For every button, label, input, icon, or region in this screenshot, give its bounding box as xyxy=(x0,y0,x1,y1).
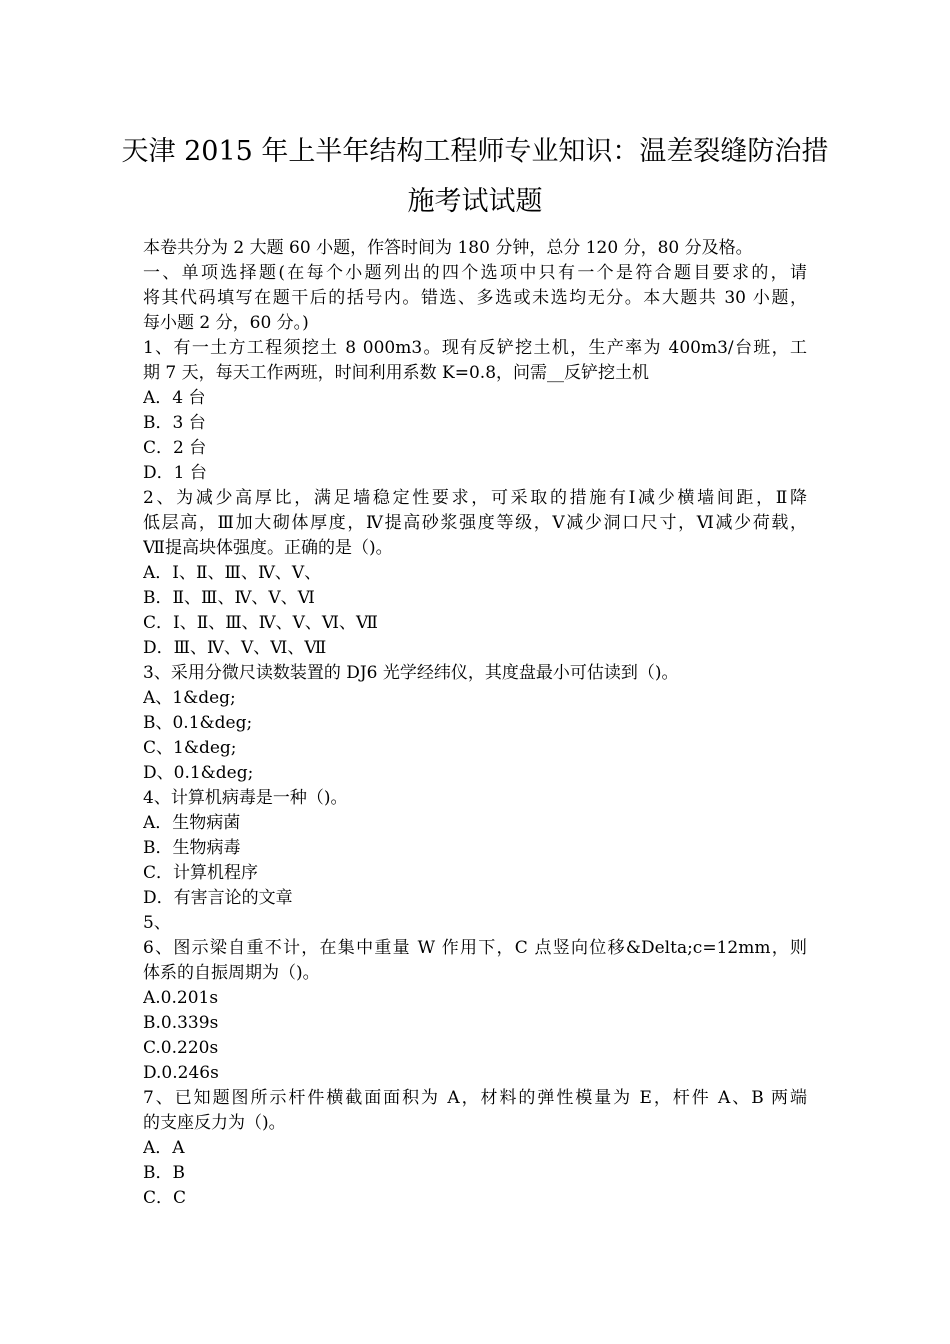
document-title-line-1: 天津 2015 年上半年结构工程师专业知识：温差裂缝防治措 xyxy=(121,136,829,167)
text-line: B、0.1&deg; xyxy=(143,713,253,733)
text-line: 每小题 2 分，60 分。) xyxy=(143,313,309,333)
text-line: D．1 台 xyxy=(143,463,207,483)
text-line: D、0.1&deg; xyxy=(143,763,254,783)
document-body xyxy=(143,236,807,1211)
text-line: 7、已知题图所示杆件横截面面积为 A，材料的弹性模量为 E，杆件 A、B 两端 xyxy=(143,1088,807,1108)
text-line: 5、 xyxy=(143,913,171,933)
text-line: 3、采用分微尺读数装置的 DJ6 光学经纬仪，其度盘最小可估读到（)。 xyxy=(143,663,679,683)
text-line: 低层高，Ⅲ加大砌体厚度，Ⅳ提高砂浆强度等级，Ⅴ减少洞口尺寸，Ⅵ减少荷载， xyxy=(143,513,807,533)
text-line: 6、图示梁自重不计，在集中重量 W 作用下，C 点竖向位移&Delta;c=12mm，则 xyxy=(143,938,807,958)
text-line: C．C xyxy=(143,1188,187,1208)
text-line: D．Ⅲ、Ⅳ、Ⅴ、Ⅵ、Ⅶ xyxy=(143,638,327,658)
text-line: 期 7 天，每天工作两班，时间利用系数 K=0.8，问需__反铲挖土机 xyxy=(143,363,650,383)
text-line: B．Ⅱ、Ⅲ、Ⅳ、Ⅴ、Ⅵ xyxy=(143,588,315,608)
text-line: A．Ⅰ、Ⅱ、Ⅲ、Ⅳ、Ⅴ、 xyxy=(143,563,322,583)
text-line: C．Ⅰ、Ⅱ、Ⅲ、Ⅳ、Ⅴ、Ⅵ、Ⅶ xyxy=(143,613,378,633)
text-line: C、1&deg; xyxy=(143,738,237,758)
text-line: A、1&deg; xyxy=(143,688,236,708)
text-line: 体系的自振周期为（)。 xyxy=(143,963,320,983)
document-title-line-2: 施考试试题 xyxy=(407,186,543,217)
text-line: 本卷共分为 2 大题 60 小题，作答时间为 180 分钟，总分 120 分，80 分及格。 xyxy=(143,238,753,258)
text-line: B．B xyxy=(143,1163,185,1183)
text-line: D．有害言论的文章 xyxy=(143,888,293,908)
text-line: Ⅶ提高块体强度。正确的是（)。 xyxy=(143,538,393,558)
text-line: 4、计算机病毒是一种（)。 xyxy=(143,788,348,808)
text-line: B．3 台 xyxy=(143,413,206,433)
text-line: 1、有一土方工程须挖土 8 000m3。现有反铲挖土机，生产率为 400m3/台班，工 xyxy=(143,338,807,358)
text-line: C．2 台 xyxy=(143,438,207,458)
text-line: C．计算机程序 xyxy=(143,863,259,883)
text-line: D.0.246s xyxy=(143,1063,219,1083)
text-line: B．生物病毒 xyxy=(143,838,241,858)
text-line: 一、单项选择题(在每个小题列出的四个选项中只有一个是符合题目要求的，请 xyxy=(143,263,807,283)
text-line: A．4 台 xyxy=(143,388,206,408)
text-line: 将其代码填写在题干后的括号内。错选、多选或未选均无分。本大题共 30 小题， xyxy=(143,288,807,308)
text-line: A．A xyxy=(143,1138,185,1158)
text-line: C.0.220s xyxy=(143,1038,219,1058)
text-line: A．生物病菌 xyxy=(143,813,241,833)
text-line: 2、为减少高厚比，满足墙稳定性要求，可采取的措施有Ⅰ减少横墙间距，Ⅱ降 xyxy=(143,488,807,508)
text-line: B.0.339s xyxy=(143,1013,219,1033)
text-line: A.0.201s xyxy=(143,988,219,1008)
text-line: 的支座反力为（)。 xyxy=(143,1113,286,1133)
